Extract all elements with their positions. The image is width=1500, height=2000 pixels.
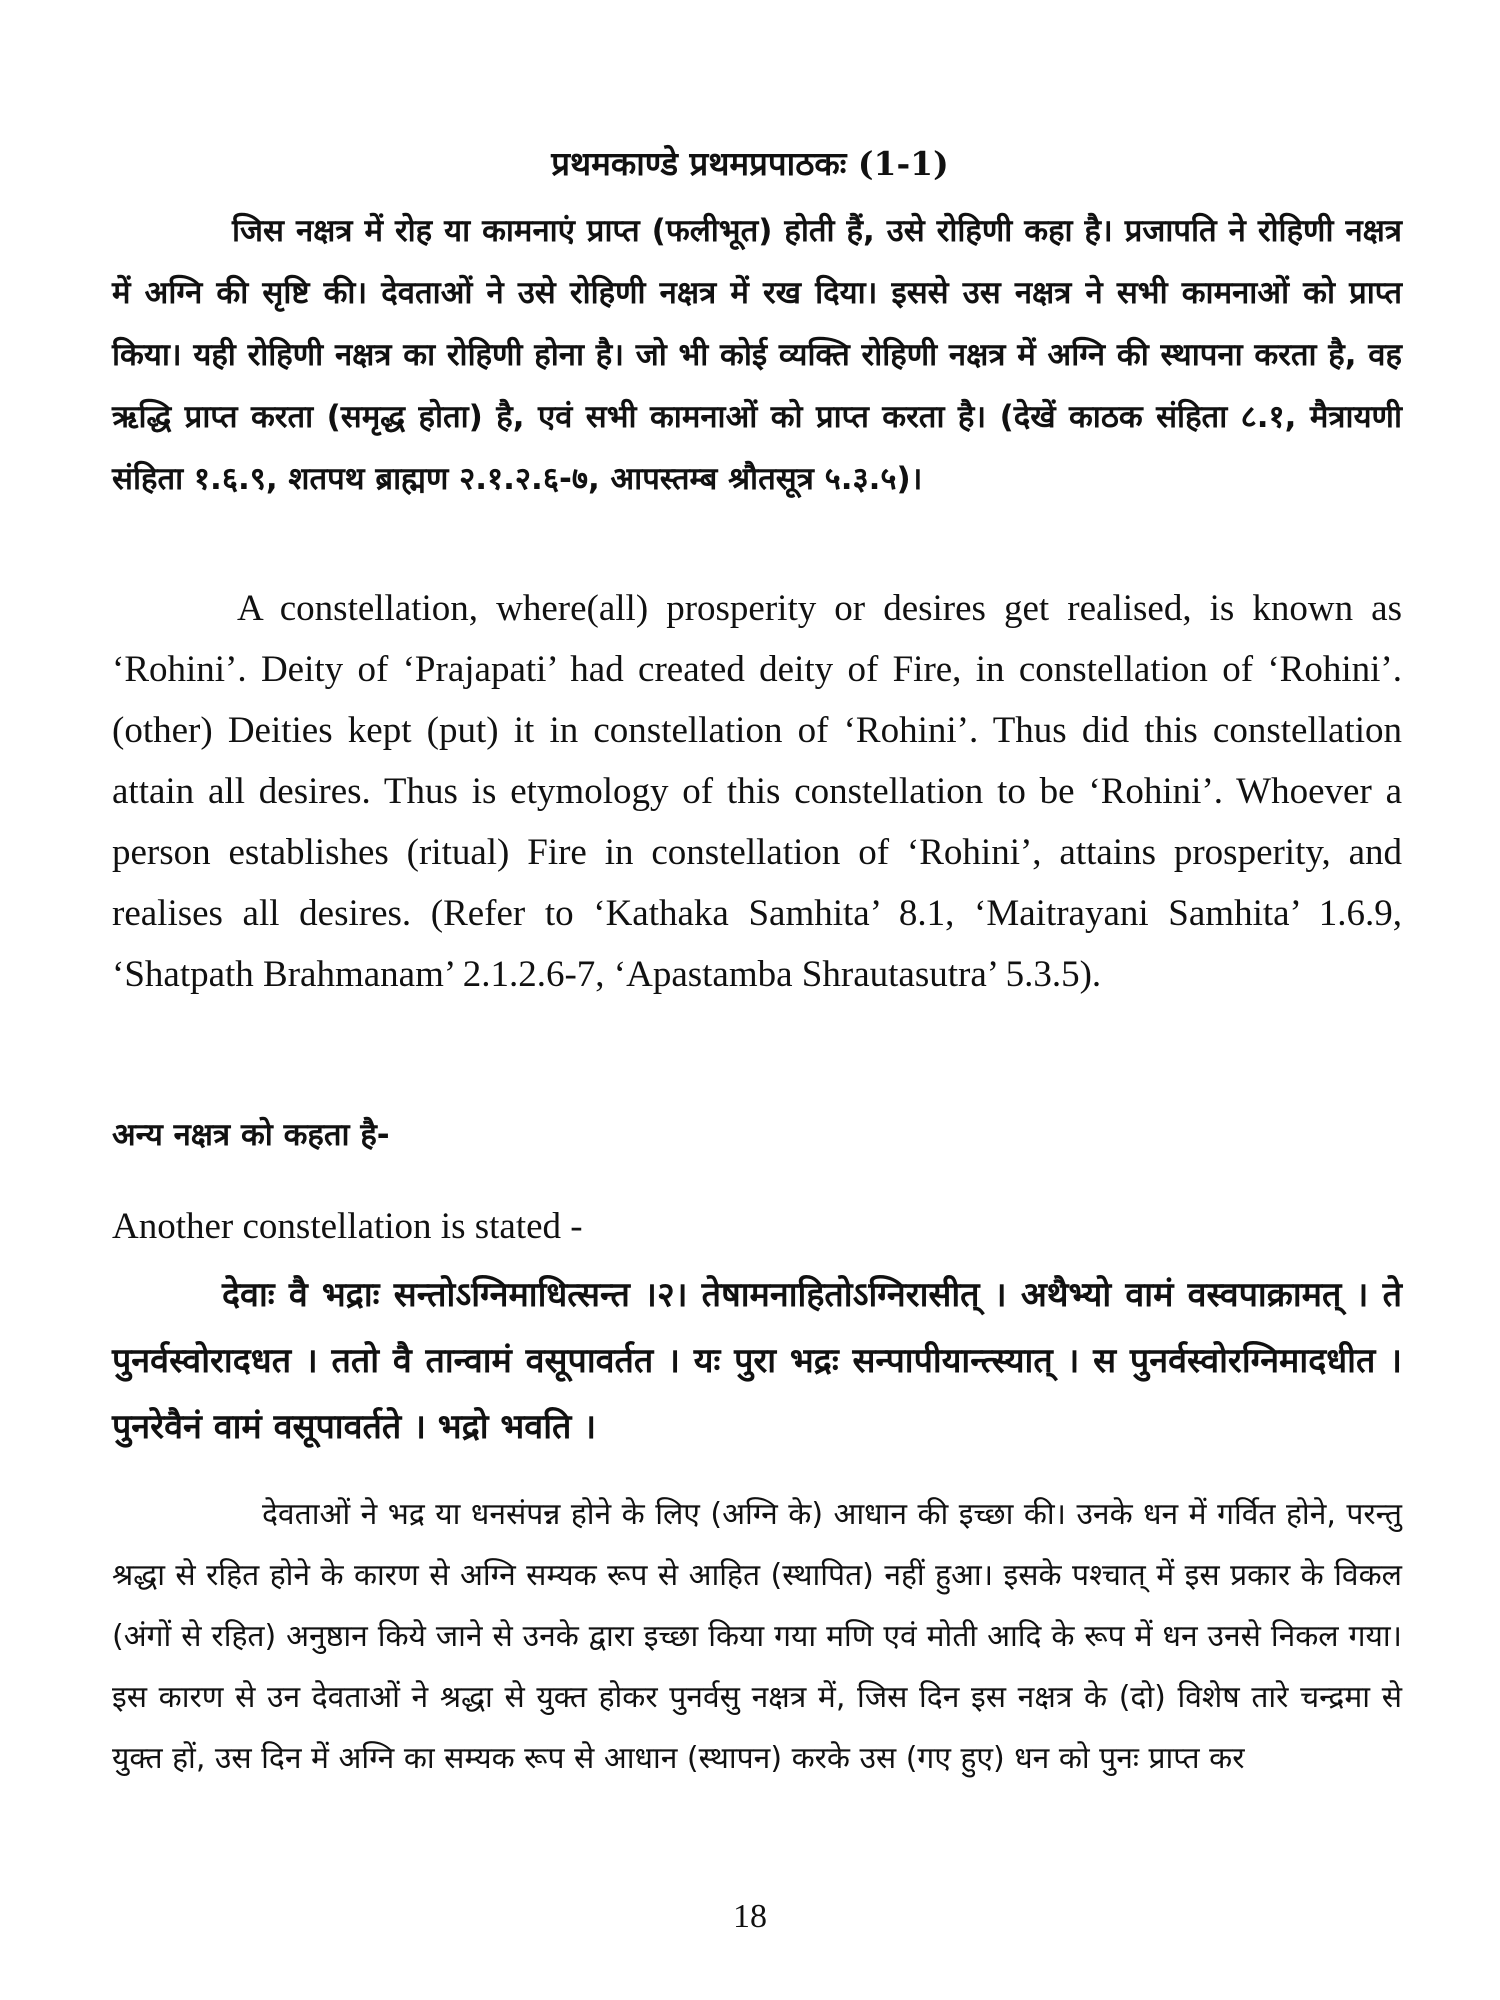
page-number: 18 <box>733 1898 767 1935</box>
sanskrit-verse: देवाः वै भद्राः सन्तोऽग्निमाधित्सन्त ।२। तेषामनाहितोऽग्निरासीत् । अथैभ्यो वामं वस्वपाक्रामत् । ते पुनर्वस्वोरादधत । ततो वै तान्वामं वसूपावर्तत । यः पुरा भद्रः सन्पापीयान्त्स्यात् । स पुनर्वस्वोरग्निमादधीत । पुनरेवैनं वामं वसूपावर्तते । भद्रो भवति । <box>112 1275 1402 1447</box>
hindi-paragraph-1: जिस नक्षत्र में रोह या कामनाएं प्राप्त (फलीभूत) होती हैं, उसे रोहिणी कहा है। प्रजापति ने रोहिणी नक्षत्र में अग्नि की सृष्टि की। देवताओं ने उसे रोहिणी नक्षत्र में रख दिया। इससे उस नक्षत्र ने सभी कामनाओं को प्राप्त किया। यही रोहिणी नक्षत्र का रोहिणी होना है। जो भी कोई व्यक्ति रोहिणी नक्षत्र में अग्नि की स्थापना करता है, वह ऋद्धि प्राप्त करता (समृद्ध होता) है, एवं सभी कामनाओं को प्राप्त करता है। (देखें काठक संहिता ८.१, मैत्रायणी संहिता १.६.९, शतपथ ब्राह्मण २.१.२.६-७, आपस्तम्ब श्रौतसूत्र ५.३.५)। <box>112 213 1402 497</box>
hindi-paragraph-2: देवताओं ने भद्र या धनसंपन्न होने के लिए (अग्नि के) आधान की इच्छा की। उनके धन में गर्वित होने, परन्तु श्रद्धा से रहित होने के कारण से अग्नि सम्यक रूप से आहित (स्थापित) नहीं हुआ। इसके पश्चात् में इस प्रकार के विकल (अंगों से रहित) अनुष्ठान किये जाने से उनके द्वारा इच्छा किया गया मणि एवं मोती आदि के रूप में धन उनसे निकल गया। इस कारण से उन देवताओं ने श्रद्धा से युक्त होकर पुनर्वसु नक्षत्र में, जिस दिन इस नक्षत्र के (दो) विशेष तारे चन्द्रमा से युक्त हों, उस दिन में अग्नि का सम्यक रूप से आधान (स्थापन) करके उस (गए हुए) धन को पुनः प्राप्त कर <box>112 1497 1402 1776</box>
section-heading: प्रथमकाण्डे प्रथमप्रपाठकः (1-1) <box>551 144 949 183</box>
hindi-intro-line: अन्य नक्षत्र को कहता है- <box>112 1117 390 1153</box>
english-paragraph-1: A constellation, where(all) prosperity or desires get realised, is known as ‘Rohini’. Deity of ‘Prajapati’ had created deity of Fire, in constellation of ‘Rohini’. (other) Deities kept (put) it in constellation of ‘Rohini’. Thus did this constellation attain all desires. Thus is etymology of this constellation to be ‘Rohini’. Whoever a person establishes (ritual) Fire in constellation of ‘Rohini’, attains prosperity, and realises all desires. (Refer to ‘Kathaka Samhita’ 8.1, ‘Maitrayani Samhita’ 1.6.9, ‘Shatpath Brahmanam’ 2.1.2.6-7, ‘Apastamba Shrautasutra’ 5.3.5). <box>112 588 1402 995</box>
english-intro-line: Another constellation is stated - <box>112 1206 583 1247</box>
